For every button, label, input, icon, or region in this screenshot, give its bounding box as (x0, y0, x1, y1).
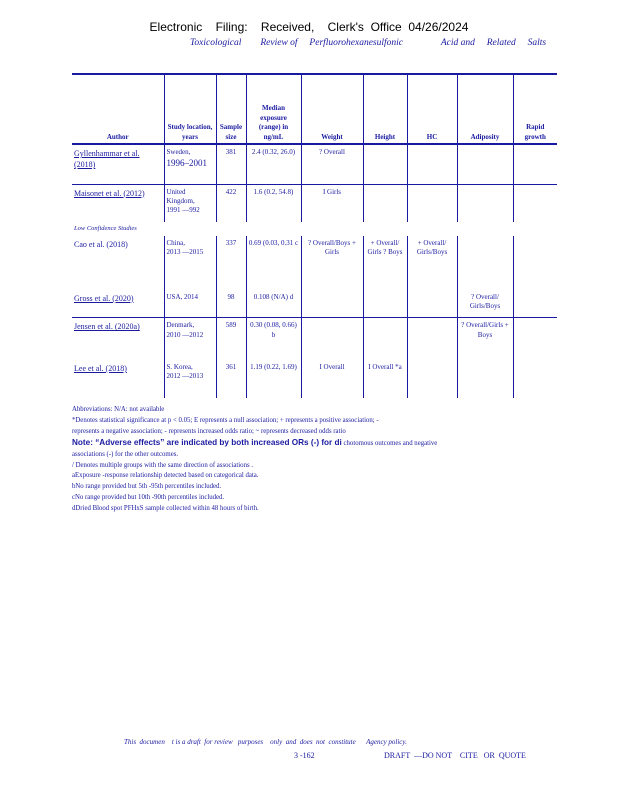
height-result: + Overall/ Girls ? Boys (363, 236, 407, 290)
hc-result (407, 144, 457, 184)
author-link[interactable]: Cao et al. (2018) (74, 239, 128, 249)
footnote-abbreviations: Abbreviations: N/A: not available (72, 406, 165, 413)
adverse-effects-note: Note: “Adverse effects” are indicated by both increased ORs (-) for di (72, 437, 342, 447)
adiposity-result (457, 236, 513, 290)
table-row (72, 184, 557, 222)
rapid-growth-result (513, 318, 557, 360)
median-exposure: 0.30 (0.08, 0.66) b (246, 318, 301, 360)
table-row (72, 144, 557, 184)
weight-result: I Overall (301, 360, 363, 398)
study-location: Sweden, (166, 148, 191, 156)
study-table (72, 73, 557, 398)
hc-result (407, 184, 457, 222)
sample-size: 381 (216, 144, 246, 184)
weight-result: I Girls (301, 184, 363, 222)
sample-size: 422 (216, 184, 246, 222)
table-header-row (72, 74, 557, 144)
footnote-other-outcomes: associations (-) for the other outcomes. (72, 450, 179, 458)
draft-disclaimer: This documen t is a draft for review purposes only and does not constitute Agency policy. (124, 738, 407, 746)
height-result (363, 184, 407, 222)
author-link[interactable]: Jensen et al. (2020a) (74, 322, 140, 332)
table-row (72, 236, 557, 290)
rapid-growth-result (513, 184, 557, 222)
median-exposure: 0.108 (N/A) d (246, 290, 301, 318)
sample-size: 589 (216, 318, 246, 360)
height-result: I Overall *a (363, 360, 407, 398)
height-result (363, 290, 407, 318)
study-location: USA, 2014 (164, 290, 216, 318)
study-years: 2010 —2012 (166, 330, 204, 339)
col-height: Height (363, 74, 407, 144)
adverse-effects-tail: chotomous outcomes and negative (343, 439, 438, 447)
col-rapid-growth: Rapid growth (513, 74, 557, 144)
median-exposure: 2.4 (0.32, 26.0) (246, 144, 301, 184)
sample-size: 98 (216, 290, 246, 318)
adiposity-result (457, 360, 513, 398)
footnote-significance: *Denotes statistical significance at p < 0.05; E represents a null association; + represents a positive association; - (72, 416, 379, 424)
footnote-d: dDried Blood spot PFHxS sample collected within 48 hours of birth. (72, 505, 259, 513)
footnote-b: bNo range provided but 5th -95th percentiles included. (72, 483, 222, 491)
study-location: China, (166, 238, 185, 247)
median-exposure: 1.6 (0.2, 54.8) (246, 184, 301, 222)
rapid-growth-result (513, 290, 557, 318)
page-number: 3 -162 (294, 751, 315, 760)
weight-result: ? Overall (301, 144, 363, 184)
study-location: United Kingdom, (166, 187, 195, 205)
col-author: Author (72, 74, 164, 144)
low-confidence-label: Low Confidence Studies (74, 225, 137, 232)
study-location: S. Korea, (166, 362, 193, 371)
rapid-growth-result (513, 360, 557, 398)
adiposity-result (457, 144, 513, 184)
weight-result (301, 290, 363, 318)
height-result (363, 144, 407, 184)
footnote-adverse-effects (72, 438, 572, 450)
median-exposure: 0.69 (0.03, 0.31 c (246, 236, 301, 290)
col-weight: Weight (301, 74, 363, 144)
confidence-section-row (72, 222, 557, 236)
hc-result: + Overall/ Girls/Boys (407, 236, 457, 290)
footnote-a: aExposure -response relationship detected based on categorical data. (72, 472, 259, 480)
table-footnotes (72, 405, 572, 515)
adiposity-result (457, 184, 513, 222)
weight-result (301, 318, 363, 360)
sample-size: 337 (216, 236, 246, 290)
weight-result: ? Overall/Boys + Girls (301, 236, 363, 290)
table-row (72, 290, 557, 318)
document-title: Toxicological Review of Perfluorohexanesulfonic Acid and Related Salts (190, 38, 547, 48)
col-adiposity: Adiposity (457, 74, 513, 144)
hc-result (407, 290, 457, 318)
hc-result (407, 318, 457, 360)
hc-result (407, 360, 457, 398)
author-link[interactable]: Maisonet et al. (2012) (74, 188, 145, 198)
study-years: 2013 —2015 (166, 248, 204, 257)
study-years: 1991 —992 (166, 206, 200, 215)
author-link[interactable]: Gross et al. (2020) (74, 293, 134, 303)
table-row (72, 318, 557, 360)
draft-notice: DRAFT —DO NOT CITE OR QUOTE (384, 751, 526, 760)
study-years: 2012 —2013 (166, 372, 204, 381)
study-location: Denmark, (166, 321, 195, 330)
rapid-growth-result (513, 236, 557, 290)
col-sample: Sample size (216, 74, 246, 144)
footnote-representations: represents a negative association; - represents increased odds ratio; ~ represents decreased odds ratio (72, 427, 346, 435)
col-exposure: Median exposure (range) in ng/mL (246, 74, 301, 144)
author-link[interactable]: Gyllenhammar et al. (2018) (74, 149, 140, 170)
height-result (363, 318, 407, 360)
filing-stamp: Electronic Filing: Received, Clerk's Office 04/26/2024 (149, 20, 469, 34)
sample-size: 361 (216, 360, 246, 398)
median-exposure: 1.19 (0.22, 1.69) (246, 360, 301, 398)
footnote-c: cNo range provided but 10th -90th percentiles included. (72, 494, 225, 502)
col-location: Study location, years (164, 74, 216, 144)
study-years: 1996–2001 (166, 158, 207, 169)
adiposity-result: ? Overall/Girls + Boys (457, 318, 513, 360)
col-hc: HC (407, 74, 457, 144)
footnote-multiple-groups: / Denotes multiple groups with the same direction of associations . (72, 461, 254, 469)
table-row (72, 360, 557, 398)
adiposity-result: ? Overall/ Girls/Boys (457, 290, 513, 318)
author-link[interactable]: Lee et al. (2018) (74, 363, 127, 373)
rapid-growth-result (513, 144, 557, 184)
